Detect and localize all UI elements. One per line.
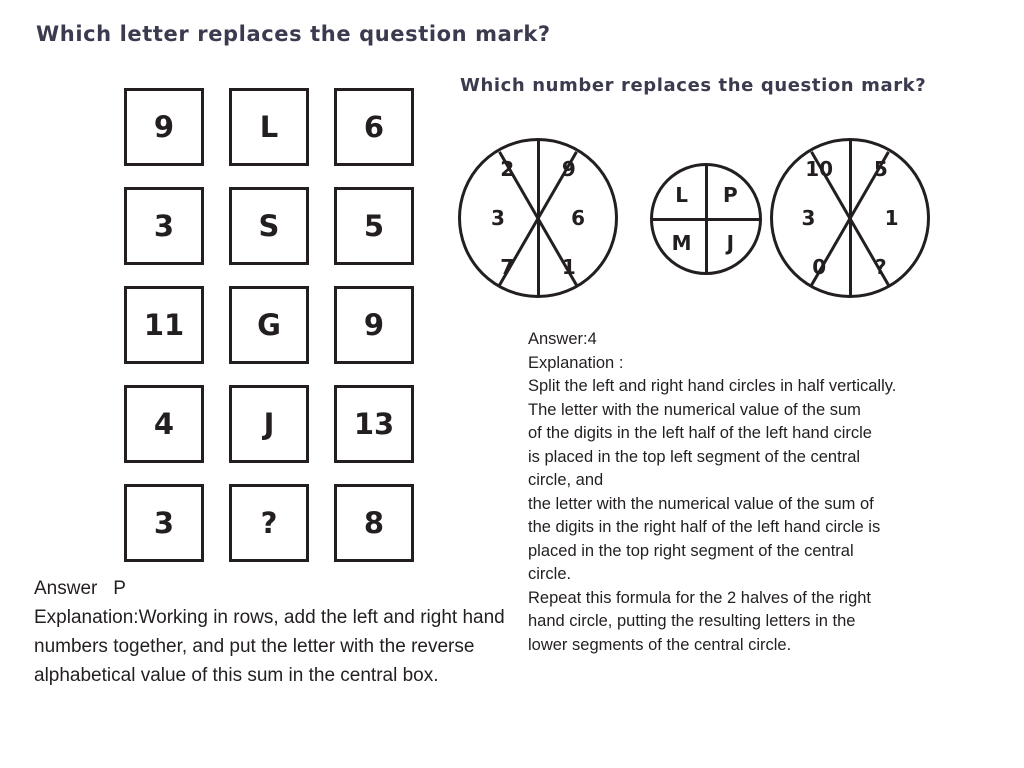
answer-line: the letter with the numerical value of the sum of — [528, 494, 874, 513]
segment-label: 10 — [805, 156, 834, 181]
answer-label: Answer P — [34, 578, 126, 599]
answer-explanation-right — [528, 328, 1018, 657]
grid-cell: L — [229, 88, 309, 166]
grid-cell: 4 — [124, 385, 204, 463]
segment-label: M — [671, 231, 692, 256]
right-hand-circle — [770, 138, 930, 298]
answer-explanation-text: Explanation:Working in rows, add the left and right hand numbers together, and put the letter with the reverse alphabetical value of this sum in the central box. — [34, 607, 505, 686]
letter-puzzle-grid — [124, 88, 418, 566]
grid-cell: J — [229, 385, 309, 463]
answer-line: the digits in the right half of the left hand circle is — [528, 518, 881, 536]
grid-cell: S — [229, 187, 309, 265]
grid-cell: 3 — [124, 187, 204, 265]
segment-label: 1 — [884, 206, 899, 230]
grid-cell: 8 — [334, 484, 414, 562]
grid-cell-question-mark: ? — [229, 484, 309, 562]
answer-line: circle. — [528, 565, 572, 583]
answer-explanation-left — [34, 574, 524, 690]
grid-cell: 9 — [334, 286, 414, 364]
segment-label: P — [723, 182, 738, 207]
left-hand-circle — [458, 138, 618, 298]
page-title-right: Which number replaces the question mark? — [460, 75, 927, 96]
circle-outline — [770, 138, 930, 298]
segment-label: 1 — [561, 255, 576, 280]
grid-cell: 11 — [124, 286, 204, 364]
central-circle — [650, 163, 762, 275]
grid-cell: 5 — [334, 187, 414, 265]
spoke-horizontal — [653, 218, 759, 221]
segment-label: L — [675, 182, 688, 207]
answer-line: hand circle, putting the resulting letters in the — [528, 612, 856, 630]
segment-label-question-mark: ? — [874, 255, 887, 280]
answer-line: Repeat this formula for the 2 halves of the right — [528, 588, 872, 607]
answer-line: The letter with the numerical value of the sum — [528, 400, 861, 419]
answer-line: Split the left and right hand circles in half vertically. — [528, 377, 897, 395]
answer-line: circle, and — [528, 471, 604, 489]
grid-cell: 9 — [124, 88, 204, 166]
answer-line: of the digits in the left half of the left hand circle — [528, 424, 872, 442]
segment-label: 3 — [801, 206, 816, 230]
circle-outline — [458, 138, 618, 298]
segment-label: 3 — [490, 206, 505, 230]
answer-line: Answer:4 — [528, 330, 597, 348]
segment-label: 5 — [873, 156, 888, 181]
grid-cell: 3 — [124, 484, 204, 562]
grid-cell: 6 — [334, 88, 414, 166]
grid-cell: 13 — [334, 385, 414, 463]
segment-label: J — [726, 231, 735, 256]
circle-outline — [650, 163, 762, 275]
answer-line: lower segments of the central circle. — [528, 635, 792, 654]
segment-label: 9 — [561, 156, 576, 181]
answer-line: placed in the top right segment of the central — [528, 541, 854, 560]
page-title-left: Which letter replaces the question mark? — [36, 22, 551, 46]
segment-label: 6 — [571, 206, 585, 230]
answer-line: Explanation : — [528, 353, 624, 372]
grid-cell: G — [229, 286, 309, 364]
segment-label: 7 — [500, 255, 515, 280]
segment-label: 2 — [500, 156, 515, 181]
answer-line: is placed in the top left segment of the central — [528, 447, 861, 466]
segment-label: 0 — [812, 255, 827, 280]
